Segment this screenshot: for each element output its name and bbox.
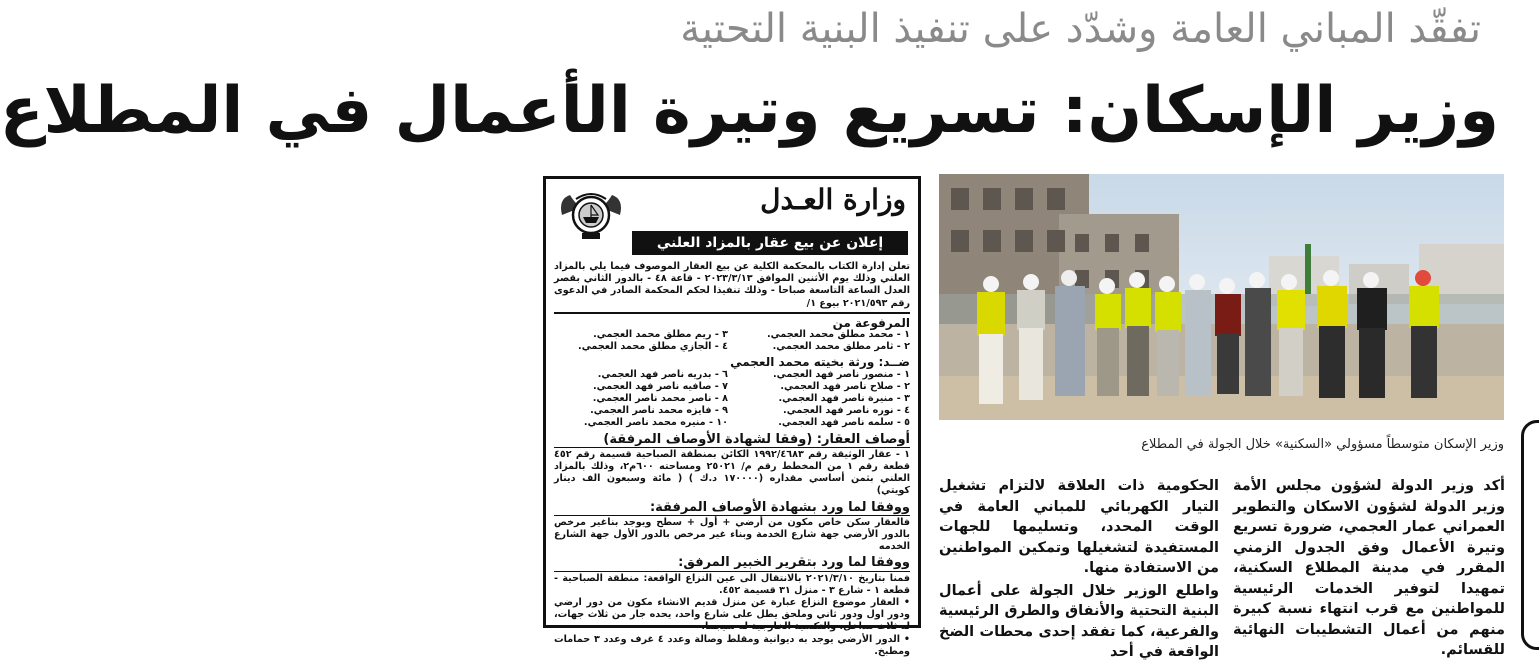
list-item: ٣ - ريم مطلق محمد العجمي.: [593, 329, 728, 341]
list-item: ٤ - الجازي مطلق محمد العجمي.: [578, 341, 728, 353]
list-item: ٧ - صافيه ناصر فهد العجمي.: [592, 380, 728, 392]
ad-header: [546, 179, 918, 235]
list-item: ٢ - صلاح ناصر فهد العجمي.: [780, 380, 910, 392]
justice-ministry-ad: [543, 176, 921, 657]
list-item: ٦ - بدريه ناصر فهد العجمي.: [597, 368, 728, 380]
plaintiffs-label: المرفوعة من: [832, 315, 910, 330]
property-description-text: ١ - عقار الوثيقة رقم ١٩٩٢/٤٦٨٣ الكائن بمنطقة الصباحية قسيمة رقم ٤٥٢ قطعة رقم ١ من المخطط رقم م/ ٢٥٠٢١ ومساحته ٦٠٠م٢، وذلك بالمزاد العلني بثمن أساسي مقداره (١٧٠٠٠٠ د.ك ) ( مائة وسبعون الف دينار كويتي): [554, 448, 910, 497]
defendants-list: [554, 369, 910, 430]
kuwait-emblem-icon: [556, 185, 626, 245]
photo-caption: وزير الإسكان متوسطاً مسؤولي «السكنية» خلال الجولة في المطلاع: [1141, 437, 1504, 452]
ad-ministry-title: وزارة العـدل: [760, 183, 906, 216]
ad-body: [554, 261, 910, 658]
property-description-heading: أوصاف العقار: (وفقا لشهادة الأوصاف المرفقة): [554, 434, 910, 448]
article-headline: وزير الإسكان: تسريع وتيرة الأعمال في المطلاع: [0, 74, 1499, 148]
list-item: ١ - محمد مطلق محمد العجمي.: [766, 329, 910, 341]
article-paragraph: الحكومية ذات العلاقة لالتزام تشغيل التيار الكهربائي للمباني العامة في الوقت المحدد، وتسليمها للجهات المستفيدة لتشغيلها وتمكين المواطنين من الاستفادة منها.: [939, 478, 1219, 576]
certificate-text: فالعقار سكن خاص مكون من أرضي + أول + سطح ويوجد بناغير مرخص بالدور الأرضي جهة شارع الخدمة وبناء غير مرخص بالدور الأول جهة الشارع الخدمه: [554, 516, 910, 553]
list-item: • العقار موضوع النزاع عبارة عن منزل قديم الانشاء مكون من دور ارضي ودور اول ودور ثاني وملحق يطل على شارع واحد، يحده جار من ثلاث جهات، له ثلاث مداخل، والتكسية الخارجية له سيجما.: [554, 597, 910, 633]
adjacent-box-fragment: [1521, 420, 1539, 650]
list-item: ٤ - نوره ناصر فهد العجمي.: [783, 405, 910, 417]
certificate-heading: ووفقا لما ورد بشهادة الأوصاف المرفقة:: [554, 502, 910, 516]
group-photo-illustration: [939, 174, 1504, 420]
article-paragraph: واطلع الوزير خلال الجولة على أعمال البنية التحتية والأنفاق والطرق الرئيسية والفرعية، كما تفقد إحدى محطات الضخ الواقعة في أحد: [939, 582, 1219, 660]
list-item: • الدور الأرضي يوجد به ديوانية ومقلط وصالة وعدد ٤ غرف وعدد ٣ حمامات ومطبخ.: [554, 633, 910, 657]
article-photo: [939, 174, 1504, 420]
article-kicker: تفقّد المباني العامة وشدّد على تنفيذ البنية التحتية: [680, 6, 1481, 52]
list-item: ٢ - ثامر مطلق محمد العجمي.: [772, 341, 910, 353]
ad-notice-title: إعلان عن بيع عقار بالمزاد العلني: [632, 231, 908, 255]
list-item: ٩ - فايزه محمد ناصر العجمي.: [590, 405, 728, 417]
divider: [554, 312, 910, 314]
plaintiffs-list: [554, 329, 910, 353]
list-item: ٨ - ناصر محمد ناصر العجمي.: [592, 393, 728, 405]
article-column-left: [939, 476, 1219, 660]
defendants-label: ضــد: ورثة بخيته محمد العجمي: [730, 355, 910, 370]
list-item: ١ - منصور ناصر فهد العجمي.: [773, 368, 910, 380]
ad-intro: تعلن إدارة الكتاب بالمحكمة الكلية عن بيع العقار الموصوف فيما يلي بالمزاد العلني وذلك يوم الأثنين الموافق ٢٠٢٣/٣/١٣ - قاعة ٤٨ - بالدور الثاني بقصر العدل الساعة التاسعة صباحا - وذلك تنفيذا لحكم المحكمة الصادر في الدعوى رقم ٢٠٢١/٥٩٣ بيوع ١/: [554, 261, 910, 309]
expert-report-heading: ووفقا لما ورد بتقرير الخبير المرفق:: [554, 557, 910, 571]
list-item: ٥ - سلمه ناصر فهد العجمي.: [778, 417, 910, 429]
list-item: ٣ - منيرة ناصر فهد العجمي.: [778, 393, 910, 405]
expert-report-text: فمنا بتاريخ ٢٠٢١/٣/١٠ بالانتقال الى عين النزاع الواقعة: منطقة الصباحية - قطعة ١ - شارع ٣ - منزل ٣١ قسيمة ٤٥٢.: [554, 572, 910, 596]
article-column-right: [1233, 476, 1505, 658]
list-item: ١٠ - منيره محمد ناصر العجمي.: [583, 417, 728, 429]
article-paragraph: أكد وزير الدولة لشؤون مجلس الأمة وزير الدولة لشؤون الاسكان والتطوير العمراني عمار العجمي، ضرورة تسريع وتيرة الأعمال وفق الجدول الزمني المقرر في مدينة المطلاع السكنية، تمهيدا لتوفير الخدمات الرئيسية للمواطنين مع قرب انتهاء نسبة كبيرة منهم من أعمال التشطيبات النهائية للقسائم.: [1233, 478, 1505, 658]
